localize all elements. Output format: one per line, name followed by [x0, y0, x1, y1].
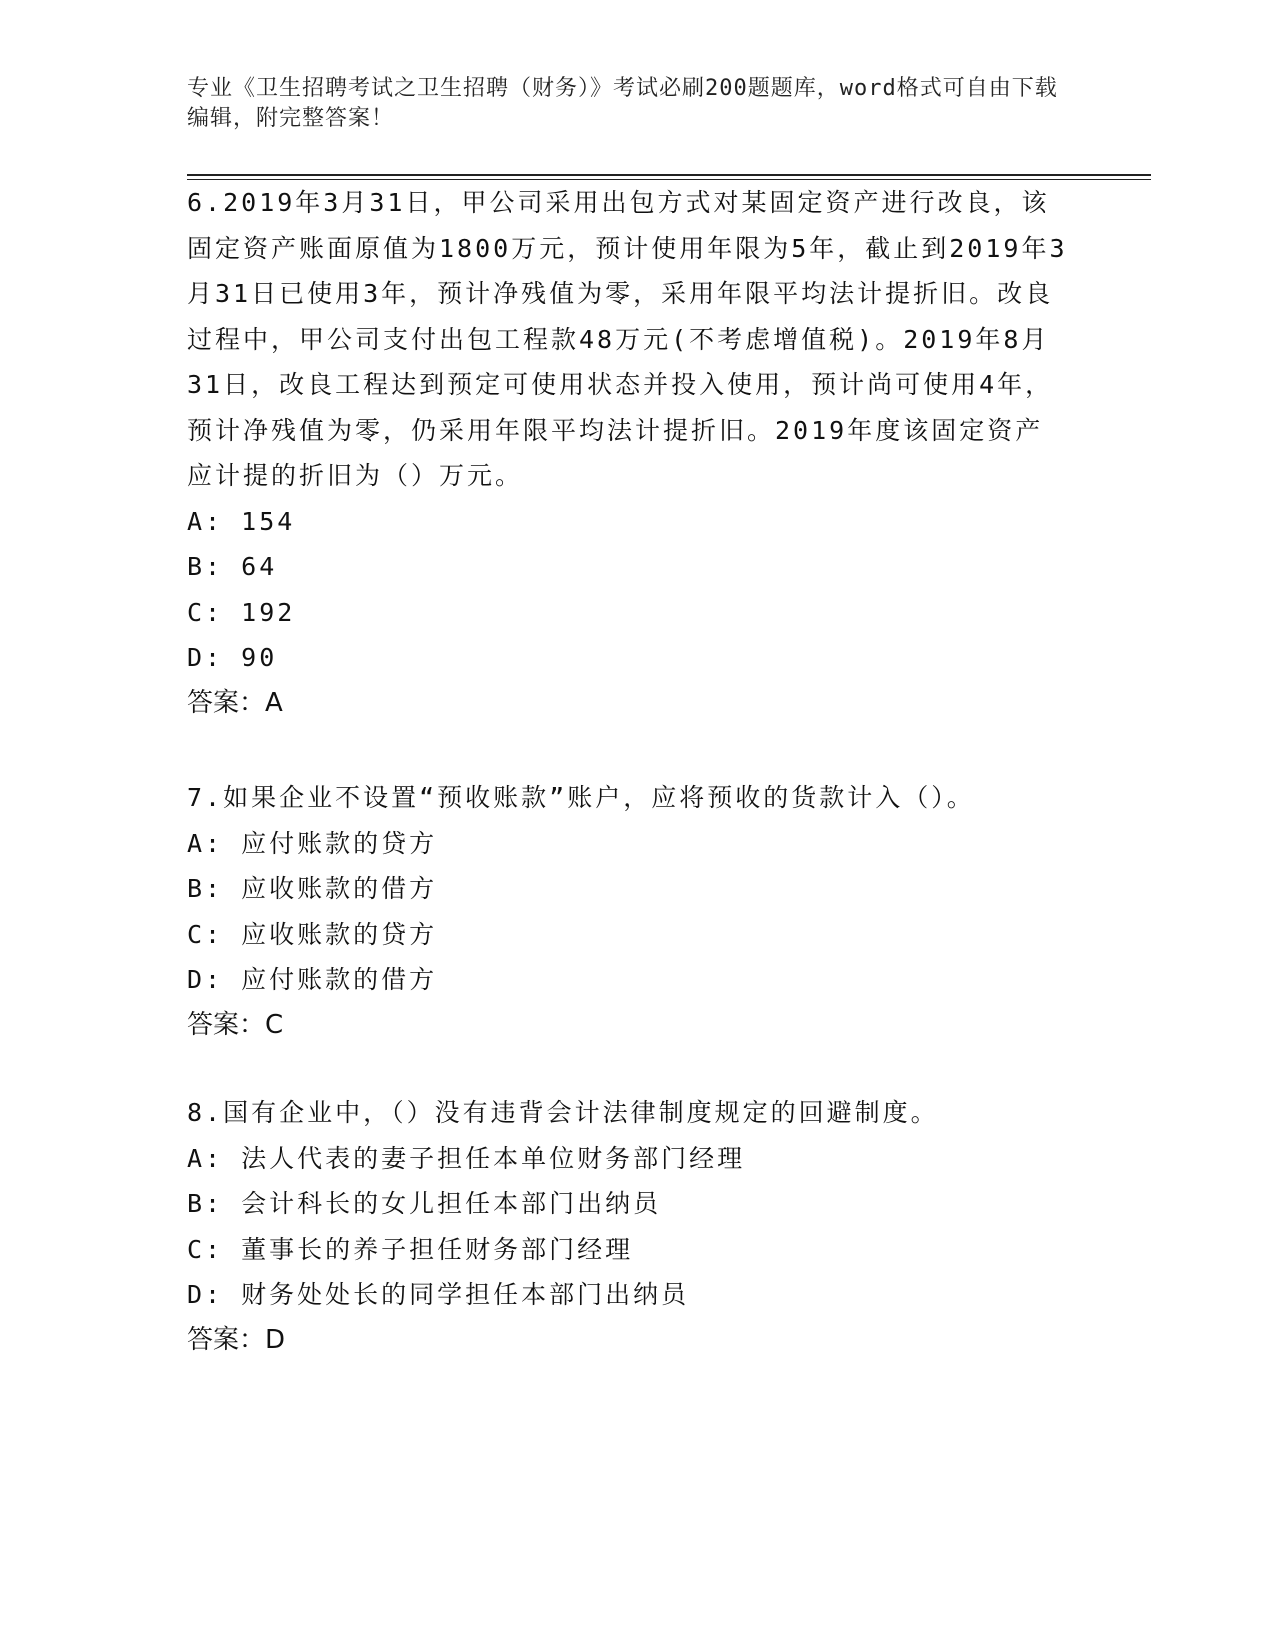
question-stem: 7.如果企业不设置“预收账款”账户，应将预收的货款计入（）。 — [187, 783, 975, 812]
header-rule-thick — [187, 174, 1151, 176]
option-b: B: 应收账款的借方 — [187, 874, 438, 903]
option-c: C: 应收账款的贷方 — [187, 919, 438, 949]
option-c: C: 192 — [187, 597, 296, 627]
question-stem: 8.国有企业中，（）没有违背会计法律制度规定的回避制度。 — [187, 1098, 939, 1127]
option-a: A: 法人代表的妻子担任本单位财务部门经理 — [187, 1143, 746, 1173]
question-7 — [187, 775, 1087, 1048]
option-c: C: 董事长的养子担任财务部门经理 — [187, 1234, 634, 1264]
answer: 答案：A — [187, 687, 283, 718]
option-b: B: 会计科长的女儿担任本部门出纳员 — [187, 1189, 662, 1218]
option-a: A: 154 — [187, 506, 296, 536]
option-a: A: 应付账款的贷方 — [187, 828, 438, 858]
answer: 答案：C — [187, 1009, 284, 1040]
question-8 — [187, 1090, 1087, 1363]
option-d: D: 应付账款的借方 — [187, 965, 438, 994]
question-stem: 6.2019年3月31日，甲公司采用出包方式对某固定资产进行改良，该固定资产账面原值为1800万元，预计使用年限为5年，截止到2019年3月31日已使用3年，预计净残值为零，采用年限平均法计提折旧。改良过程中，甲公司支付出包工程款48万元(不考虑增值税)。2019年8月31日，改良工程达到预定可使用状态并投入使用，预计尚可使用4年，预计净残值为零，仍采用年限平均法计提折旧。2019年度该固定资产应计提的折旧为（）万元。 — [187, 188, 1068, 490]
question-6 — [187, 180, 1087, 726]
option-d: D: 财务处处长的同学担任本部门出纳员 — [187, 1280, 690, 1309]
answer: 答案：D — [187, 1324, 286, 1355]
option-d: D: 90 — [187, 643, 278, 672]
document-header: 专业《卫生招聘考试之卫生招聘（财务）》考试必刷200题题库，word格式可自由下载编辑，附完整答案！ — [187, 76, 1058, 131]
option-b: B: 64 — [187, 552, 278, 581]
